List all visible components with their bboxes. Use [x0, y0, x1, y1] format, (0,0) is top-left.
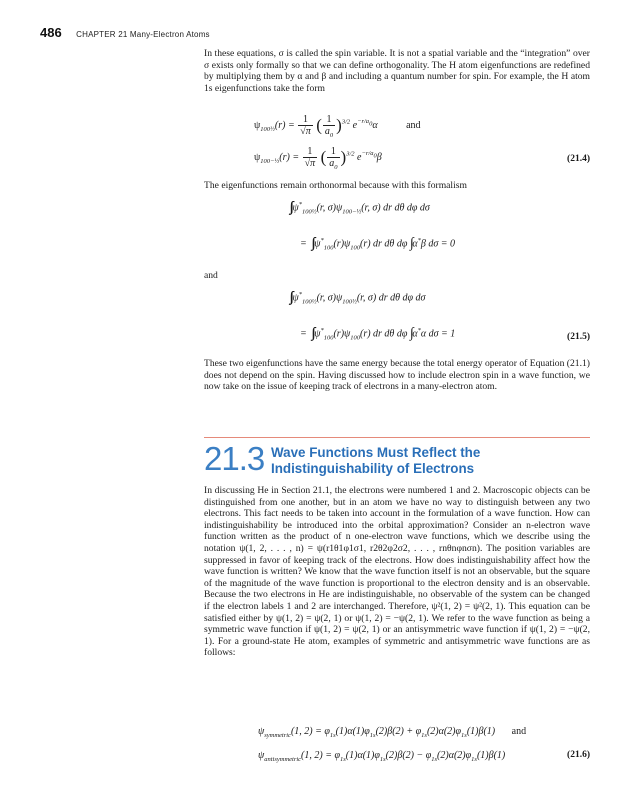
equation-number-21-4: (21.4) [567, 154, 590, 164]
equation-symmetric: $\psi_{symmetric}(1$, $2) = \varphi_{1s}(1)\alpha(1)\varphi_{1s}(2)\beta(2) + \varphi_{1s}(2)\alpha(2)\varphi_{1s}(1)\beta(1)$ and [258, 726, 527, 739]
and-label: and [406, 119, 421, 131]
equation-norm-line2: = $\psi^*_{100}(r)\psi_{100}(r)$ dr dθ dφ α*α dσ = 1 [300, 326, 456, 342]
paragraph-indistinguishability: In discussing He in Section 21.1, the electrons were numbered 1 and 2. Macroscopic objects can be distinguished from one another, but in an atom we have no way to distinguish between any two electrons. This fact needs to be taken into account in the formulation of a wave function. How can indistinguishability be introduced into the orbital approximation? Consider an n-electron wave function written as the product of n one-electron wave functions, which we describe using the notation ψ(1, 2, . . . , n) = ψ(r1θ1φ1σ1, r2θ2φ2σ2, . . . , rnθnφnσn). The position variables are suppressed in favor of keeping track of the electrons. How does indistinguishability affect how the wave function is written? We know that the wave function itself is not an observable, but the square of the magnitude of the wave function is proportional to the electron density and is an observable. Because the two electrons in He are indistinguishable, no observable of the system can be changed if the electron labels 1 and 2 are interchanged. Therefore, ψ²(1, 2) = ψ²(2, 1). This equation can be satisfied either by ψ(1, 2) = ψ(2, 1) or ψ(1, 2) = −ψ(2, 1). We refer to the wave function as being a symmetric wave function if ψ(1, 2) = ψ(2, 1) or an antisymmetric wave function if ψ(1, 2) = −ψ(2, 1). For a ground-state He atom, examples of symmetric and antisymmetric wave functions are as follows: [204, 485, 590, 659]
section-divider [204, 437, 590, 438]
and-connector: and [204, 270, 218, 281]
paragraph-same-energy: These two eigenfunctions have the same energy because the total energy operator of Equation (21.1) does not depend on the spin. Having discussed how to include electron spin in a wave function, we now take on the issue of keeping track of electrons in a many-electron atom. [204, 358, 590, 393]
chapter-title: CHAPTER 21 Many-Electron Atoms [76, 30, 210, 39]
paragraph-orthonormal: The eigenfunctions remain orthonormal because with this formalism [204, 180, 467, 191]
equation-psi-down: $\psi_{100-\frac{1}{2}}(r)$ = $\frac{1}{√\pi}$ ( $\frac{1}{a_0}$ )$^{3/2}$ $e^{-r/a_0}\beta$ [254, 146, 382, 171]
equation-ortho-line2: = $\psi^*_{100}(r)\psi_{100}(r)$ dr dθ dφ α*β dσ = 0 [300, 236, 456, 252]
equation-norm-line1: $\psi^*_{100\frac{1}{2}}(r$, $\sigma)\psi_{100\frac{1}{2}}(r$, σ) dr dθ dφ dσ [290, 290, 426, 306]
equation-antisymmetric: $\psi_{antisymmetric}(1$, $2) = \varphi_{1s}(1)\alpha(1)\varphi_{1s}(2)\beta(2) - \varphi_{1s}(2)\alpha(2)\varphi_{1s}(1)\beta(1)$ [258, 750, 506, 763]
page-header [40, 24, 210, 42]
page-number: 486 [40, 25, 62, 40]
equation-ortho-line1: $\psi^*_{100\frac{1}{2}}(r$, $\sigma)\psi_{100-\frac{1}{2}}(r$, σ) dr dθ dφ dσ [290, 200, 430, 216]
equation-number-21-6: (21.6) [567, 750, 590, 760]
equation-number-21-5: (21.5) [567, 332, 590, 342]
section-number: 21.3 [204, 440, 265, 477]
equation-psi-up: $\psi_{100\frac{1}{2}}(r)$ = $\frac{1}{√\pi}$ ( $\frac{1}{a_0}$ )$^{3/2}$ $e^{-r/a_0}\alpha$ and [254, 114, 421, 139]
section-title: Wave Functions Must Reflect the Indistinguishability of Electrons [271, 445, 481, 476]
paragraph-spin-variable: In these equations, σ is called the spin variable. It is not a spatial variable and the “integration” over σ exists only formally so that we can define orthogonality. The H atom eigenfunctions are redefined by multiplying them by α and β and including a quantum number for spin. For example, the H atom 1s eigenfunctions take the form [204, 48, 590, 94]
